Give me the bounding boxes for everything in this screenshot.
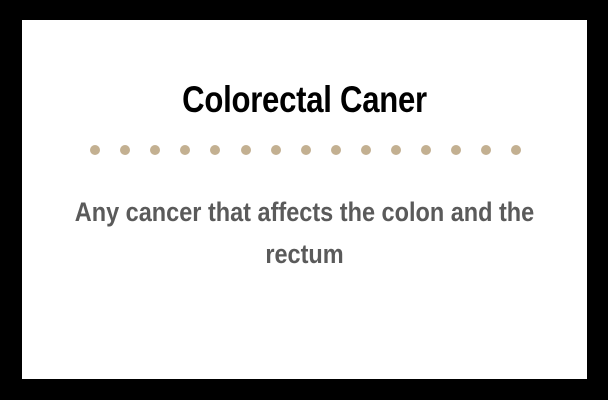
slide-card: [22, 20, 587, 379]
divider-dot: [451, 145, 461, 155]
divider-dot: [361, 145, 371, 155]
divider-dot: [301, 145, 311, 155]
divider-dot: [90, 145, 100, 155]
slide-title: Colorectal Caner: [182, 79, 427, 120]
divider-dot: [210, 145, 220, 155]
divider-dot: [481, 145, 491, 155]
divider-dot: [241, 145, 251, 155]
dot-divider: [90, 145, 520, 155]
divider-dot: [421, 145, 431, 155]
divider-dot: [150, 145, 160, 155]
divider-dot: [391, 145, 401, 155]
divider-dot: [271, 145, 281, 155]
divider-dot: [120, 145, 130, 155]
divider-dot: [180, 145, 190, 155]
slide-body-text: Any cancer that affects the colon and the rectum: [74, 197, 535, 269]
divider-dot: [331, 145, 341, 155]
divider-dot: [511, 145, 521, 155]
